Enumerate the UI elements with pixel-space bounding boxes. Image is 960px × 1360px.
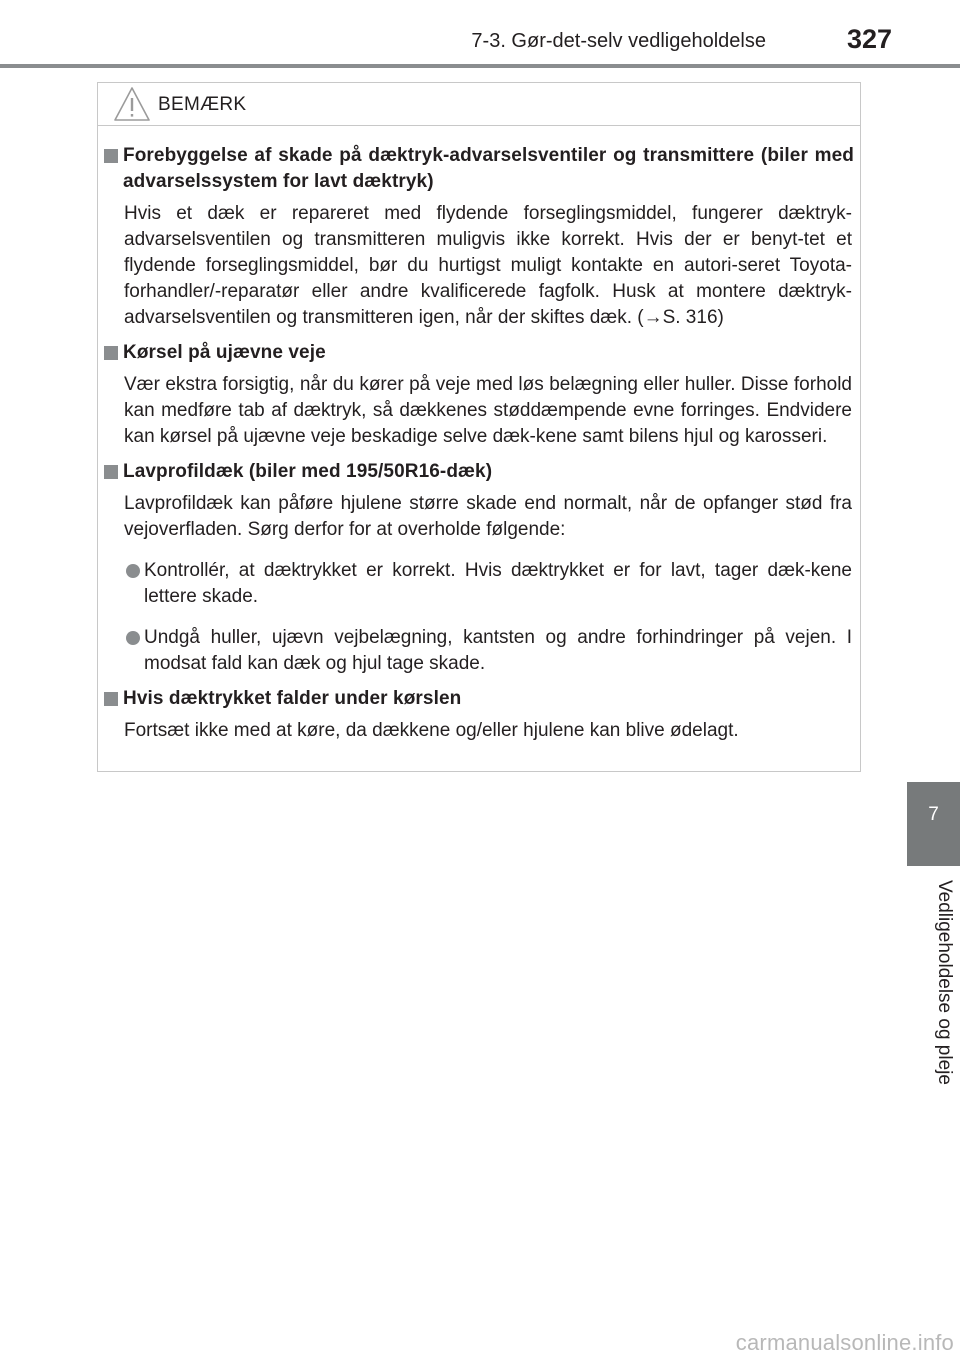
section-heading <box>98 143 862 195</box>
notice-body <box>98 143 862 744</box>
square-bullet-icon <box>104 346 118 360</box>
list-item <box>98 625 862 677</box>
section-heading-text: Forebyggelse af skade på dæktryk-advarselsventiler og transmittere (biler med advarselssystem for lavt dæktryk) <box>123 145 854 192</box>
notice-header <box>98 83 860 126</box>
chapter-tab <box>907 782 960 866</box>
section-heading <box>98 686 862 712</box>
square-bullet-icon <box>104 465 118 479</box>
section-paragraph: Lavprofildæk kan påføre hjulene større skade end normalt, når de opfanger stød fra vejoverfladen. Sørg derfor for at overholde følgende: <box>124 493 852 540</box>
square-bullet-icon <box>104 692 118 706</box>
watermark: carmanualsonline.info <box>735 1330 954 1355</box>
page-number: 327 <box>846 24 892 54</box>
header-rule <box>0 64 960 68</box>
section-heading-text: Kørsel på ujævne veje <box>123 342 326 363</box>
chapter-label: Vedligeholdelse og pleje <box>934 880 955 1085</box>
section-paragraph: Hvis et dæk er repareret med flydende forseglingsmiddel, fungerer dæktryk-advarselsventilen og transmitteren muligvis ikke korrekt. Hvis der er benyt-tet et flydende forseglingsmiddel, bør du hurtigst muligt kontakte en autori-seret Toyota-forhandler/-reparatør eller andre kvalificerede fagfolk. Husk at montere dæktryk-advarselsventilen og transmitteren igen, når der skiftes dæk. (→S. 316) <box>124 203 852 328</box>
list-item <box>98 558 862 610</box>
notice-box <box>97 82 861 772</box>
list-item-text: Kontrollér, at dæktrykket er korrekt. Hvis dæktrykket er for lavt, tager dæk-kene lettere skade. <box>144 560 852 607</box>
section-pressure-drop <box>98 686 862 744</box>
header-section-title: 7-3. Gør-det-selv vedligeholdelse <box>471 30 766 52</box>
section-paragraph: Vær ekstra forsigtig, når du kører på veje med løs belægning eller huller. Disse forhold kan medføre tab af dæktryk, så dækkenes støddæmpende evne forringes. Endvidere kan kørsel på ujævne veje beskadige selve dæk-kene samt bilens hjul og karosseri. <box>124 374 852 447</box>
section-heading <box>98 459 862 485</box>
section-low-profile-tires <box>98 459 862 677</box>
warning-triangle-icon <box>112 85 152 128</box>
round-bullet-icon <box>126 564 140 578</box>
list-item-text: Undgå huller, ujævn vejbelægning, kantsten og andre forhindringer på vejen. I modsat fald kan dæk og hjul tage skade. <box>144 627 852 674</box>
notice-label: BEMÆRK <box>158 94 247 115</box>
square-bullet-icon <box>104 149 118 163</box>
round-bullet-icon <box>126 631 140 645</box>
section-valve-damage <box>98 143 862 331</box>
section-heading-text: Hvis dæktrykket falder under kørslen <box>123 688 462 709</box>
section-heading <box>98 340 862 366</box>
section-heading-text: Lavprofildæk (biler med 195/50R16-dæk) <box>123 461 493 482</box>
chapter-number: 7 <box>928 804 939 825</box>
section-paragraph: Fortsæt ikke med at køre, da dækkene og/eller hjulene kan blive ødelagt. <box>124 720 739 741</box>
section-rough-roads <box>98 340 862 450</box>
